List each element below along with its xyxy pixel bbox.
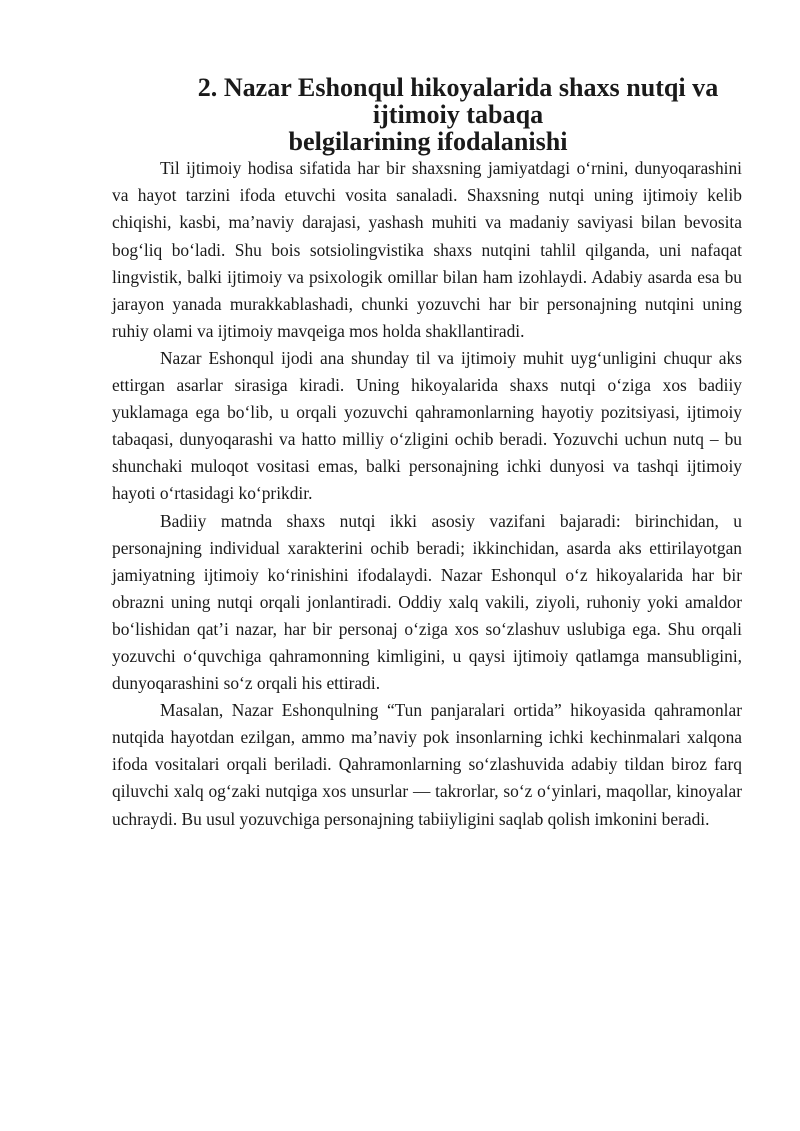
paragraph-2: Nazar Eshonqul ijodi ana shunday til va ijtimoiy muhit uyg‘unligini chuqur aks ettirgan asarlar sirasiga kiradi. Uning hikoyalarida shaxs nutqi o‘ziga xos badiiy yuklamaga ega bo‘lib, u orqali yozuvchi qahramonlarning hayotiy pozitsiyasi, ijtimoiy tabaqasi, dunyoqarashi va hatto milliy o‘zligini ochib beradi. Yozuvchi uchun nutq – bu shunchaki muloqot vositasi emas, balki personajning ichki dunyosi va tashqi ijtimoiy hayoti o‘rtasidagi ko‘prikdir. [112,347,742,504]
section-title-line-2: belgilarining ifodalanishi [288,127,568,157]
paragraph-3: Badiiy matnda shaxs nutqi ikki asosiy vazifani bajaradi: birinchidan, u personajning individual xarakterini ochib beradi; ikkinchidan, asarda aks ettirilayotgan jamiyatning ijtimoiy ko‘rinishini ifodalaydi. Nazar Eshonqul o‘z hikoyalarida har bir obrazni uning nutqi orqali jonlantiradi. Oddiy xalq vakili, ziyoli, ruhoniy yoki amaldor bo‘lishidan qat’i nazar, har bir personaj o‘ziga xos so‘zlashuv uslubiga ega. Shu orqali yozuvchi o‘quvchiga qahramonning kimligini, u qaysi ijtimoiy qatlamga mansubligini, dunyoqarashini so‘z orqali his ettiradi. [112,510,742,694]
document-body [112,74,742,833]
paragraph-1: Til ijtimoiy hodisa sifatida har bir shaxsning jamiyatdagi o‘rnini, dunyoqarashini va hayot tarzini ifoda etuvchi vosita sanaladi. Shaxsning nutqi uning ijtimoiy kelib chiqishi, kasbi, ma’naviy darajasi, yashash muhiti va madaniy saviyasi bilan bevosita bog‘liq bo‘ladi. Shu bois sotsiolingvistika shaxs nutqini tahlil qilganda, uni nafaqat lingvistik, balki ijtimoiy va psixologik omillar bilan ham izohlaydi. Adabiy asarda esa bu jarayon yanada murakkablashadi, chunki yozuvchi har bir personajning nutqini uning ruhiy olami va ijtimoiy mavqeiga mos holda shakllantiradi. [112,158,742,341]
section-title-line-1: 2. Nazar Eshonqul hikoyalarida shaxs nutqi va ijtimoiy tabaqa [197,73,719,130]
paragraph-4: Masalan, Nazar Eshonqulning “Tun panjaralari ortida” hikoyasida qahramonlar nutqida hayotdan ezilgan, ammo ma’naviy pok insonlarning ichki kechinmalari xalqona ifoda vositalari orqali beriladi. Qahramonlarning so‘zlashuvida adabiy tildan biroz farq qiluvchi xalq og‘zaki nutqiga xos unsurlar — takrorlar, so‘z o‘yinlari, maqollar, kinoyalar uchraydi. Bu usul yozuvchiga personajning tabiiyligini saqlab qolish imkonini beradi. [112,700,742,829]
section-title [112,74,742,155]
